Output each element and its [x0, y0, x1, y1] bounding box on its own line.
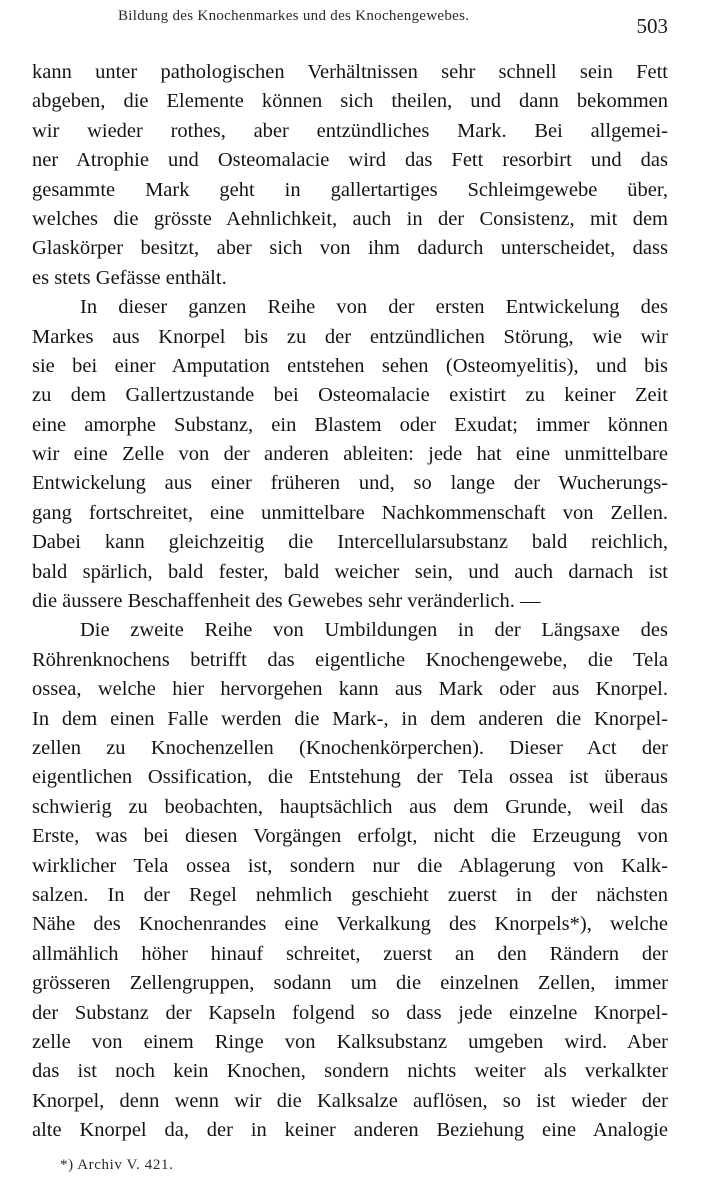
text-line: In dieser ganzen Reihe von der ersten Entwickelung des — [80, 296, 668, 319]
text-line: ossea, welche hier hervorgehen kann aus Mark oder aus Knorpel. — [32, 678, 668, 701]
text-line: wir eine Zelle von der anderen ableiten: jede hat eine unmittelbare — [32, 443, 668, 466]
text-line: allmählich höher hinauf schreitet, zuerst an den Rändern der — [32, 942, 668, 965]
page-number: 503 — [636, 14, 668, 38]
text-line: salzen. In der Regel nehmlich geschieht zuerst in der nächsten — [32, 883, 668, 906]
running-title: Bildung des Knochenmarkes und des Knochengewebes. — [118, 8, 470, 24]
text-line: Dabei kann gleichzeitig die Intercellularsubstanz bald reichlich, — [32, 531, 668, 554]
text-line: Knorpel, denn wenn wir die Kalksalze auflösen, so ist wieder der — [32, 1089, 668, 1112]
body-text — [32, 58, 668, 1145]
text-line: die äussere Beschaffenheit des Gewebes sehr veränderlich. — — [32, 590, 541, 613]
text-line: kann unter pathologischen Verhältnissen sehr schnell sein Fett — [32, 61, 668, 83]
footnote: *) Archiv V. 421. — [60, 1157, 174, 1173]
text-line: gang fortschreitet, eine unmittelbare Nachkommenschaft von Zellen. — [32, 501, 668, 524]
text-line: In dem einen Falle werden die Mark-, in dem anderen die Knorpel- — [32, 707, 668, 730]
text-line: Glaskörper besitzt, aber sich von ihm dadurch unterscheidet, dass — [32, 237, 668, 260]
text-line: ner Atrophie und Osteomalacie wird das Fett resorbirt und das — [32, 149, 668, 172]
text-line: Die zweite Reihe von Umbildungen in der Längsaxe des — [80, 619, 668, 642]
text-line: schwierig zu beobachten, hauptsächlich aus dem Grunde, weil das — [32, 795, 668, 818]
text-line: zellen zu Knochenzellen (Knochenkörperchen). Dieser Act der — [32, 736, 668, 759]
text-line: wirklicher Tela ossea ist, sondern nur die Ablagerung von Kalk- — [32, 854, 668, 877]
text-line: zelle von einem Ringe von Kalksubstanz umgeben wird. Aber — [32, 1030, 668, 1053]
text-line: Markes aus Knorpel bis zu der entzündlichen Störung, wie wir — [32, 325, 668, 348]
text-line: Röhrenknochens betrifft das eigentliche Knochengewebe, die Tela — [32, 648, 668, 671]
text-line: welches die grösste Aehnlichkeit, auch in der Consistenz, mit dem — [32, 207, 668, 230]
text-line: bald spärlich, bald fester, bald weicher sein, und auch darnach ist — [32, 560, 668, 583]
text-line: eigentlichen Ossification, die Entstehung der Tela ossea ist überaus — [32, 766, 668, 789]
text-line: eine amorphe Substanz, ein Blastem oder Exudat; immer können — [32, 413, 668, 436]
text-line: zu dem Gallertzustande bei Osteomalacie existirt zu keiner Zeit — [32, 384, 668, 407]
text-line: abgeben, die Elemente können sich theilen, und dann bekommen — [32, 90, 668, 113]
text-line: der Substanz der Kapseln folgend so dass jede einzelne Knorpel- — [32, 1001, 668, 1024]
text-line: es stets Gefässe enthält. — [32, 266, 227, 289]
text-line: sie bei einer Amputation entstehen sehen (Osteomyelitis), und bis — [32, 354, 668, 377]
text-line: Nähe des Knochenrandes eine Verkalkung des Knorpels*), welche — [32, 913, 668, 936]
text-line: grösseren Zellengruppen, sodann um die einzelnen Zellen, immer — [32, 972, 668, 995]
text-line: alte Knorpel da, der in keiner anderen Beziehung eine Analogie — [32, 1119, 668, 1142]
text-line: Entwickelung aus einer früheren und, so lange der Wucherungs- — [32, 472, 668, 495]
text-line: wir wieder rothes, aber entzündliches Mark. Bei allgemei- — [32, 119, 668, 142]
text-line: Erste, was bei diesen Vorgängen erfolgt, nicht die Erzeugung von — [32, 825, 668, 848]
text-line: gesammte Mark geht in gallertartiges Schleimgewebe über, — [32, 178, 668, 201]
text-line: das ist noch kein Knochen, sondern nichts weiter als verkalkter — [32, 1060, 668, 1083]
